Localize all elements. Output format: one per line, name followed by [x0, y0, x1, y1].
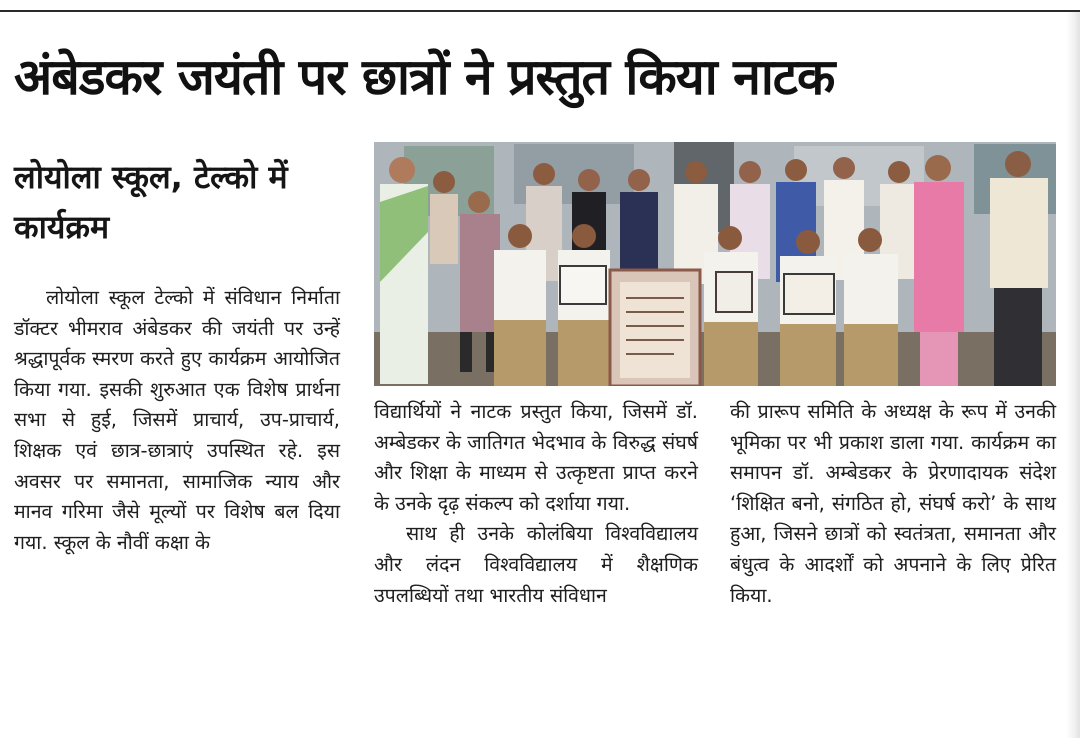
article-paragraph: विद्यार्थियों ने नाटक प्रस्तुत किया, जिसमें डॉ. अम्बेडकर के जातिगत भेदभाव के विरुद्ध संघर्ष और शिक्षा के माध्यम से उत्कृष्टता प्राप्त करने के उनके दृढ़ संकल्प को दर्शाया गया. [374, 400, 698, 515]
event-group-photo [374, 142, 1056, 386]
constitution-poster [610, 270, 700, 386]
article-paragraph: की प्रारूप समिति के अध्यक्ष के रूप में उनकी भूमिका पर भी प्रकाश डाला गया. कार्यक्रम का समापन डॉ. अम्बेडकर के प्रेरणादायक संदेश ‘शिक्षित बनो, संगठित हो, संघर्ष करो’ के साथ हुआ, जिसने छात्रों को स्वतंत्रता, समानता और बंधुत्व के आदर्शों को अपनाने के लिए प्रेरित किया. [730, 400, 1056, 607]
article-column-2 [374, 397, 698, 611]
photo-illustration [374, 142, 1056, 386]
article-paragraph: साथ ही उनके कोलंबिया विश्वविद्यालय और लंदन विश्वविद्यालय में शैक्षणिक उपलब्धियों तथा भारतीय संविधान [374, 522, 698, 607]
teacher-left [380, 157, 428, 384]
article-column-3 [730, 397, 1056, 611]
man-right [990, 151, 1048, 386]
top-rule [0, 0, 1080, 12]
article-paragraph: लोयोला स्कूल टेल्को में संविधान निर्माता डॉक्टर भीमराव अंबेडकर की जयंती पर उन्हें श्रद्धापूर्वक स्मरण करते हुए कार्यक्रम आयोजित किया गया. इसकी शुरुआत एक विशेष प्रार्थना सभा से हुई, जिसमें प्राचार्य, उप-प्राचार्य, शिक्षक एवं छात्र-छात्राएं उपस्थित रहे. इस अवसर पर समानता, सामाजिक न्याय और मानव गरिमा जैसे मूल्यों पर विशेष बल दिया गया. स्कूल के नौवीं कक्षा के [14, 286, 340, 554]
article-subheadline: लोयोला स्कूल, टेल्को में कार्यक्रम [14, 158, 288, 246]
teacher-pink [914, 155, 964, 386]
article-headline: अंबेडकर जयंती पर छात्रों ने प्रस्तुत किया नाटक [14, 48, 835, 106]
article-column-1 [14, 283, 340, 558]
page-edge-shadow [1066, 12, 1080, 738]
